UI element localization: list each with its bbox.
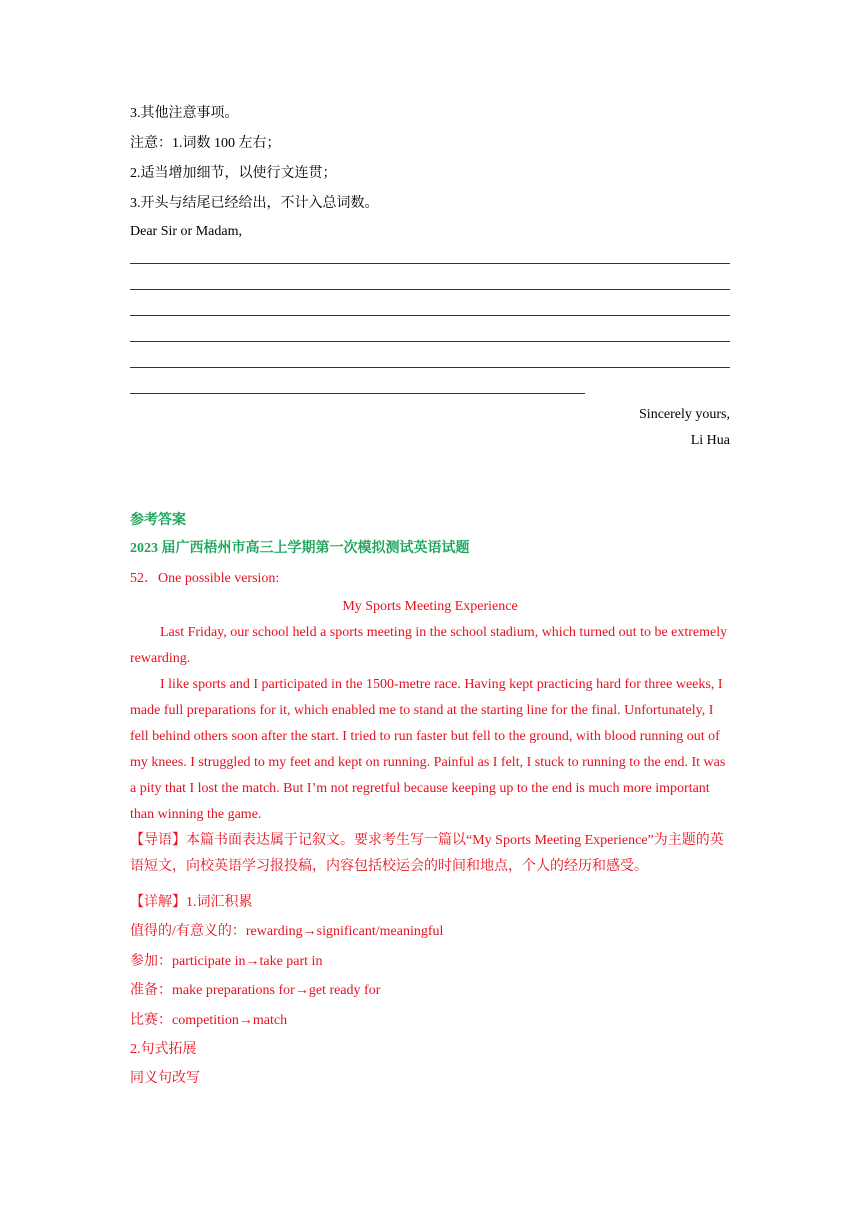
vocab-item: 准备：make preparations for→get ready for (130, 983, 381, 998)
essay-paragraph-1: Last Friday, our school held a sports meeting in the school stadium, which turned out to be extremely rewarding. (130, 625, 728, 666)
sentence-header: 2.句式拓展 (130, 1042, 197, 1057)
note-item-3: 3.其他注意事项。 (130, 106, 239, 121)
note-word-count: 注意：1.词数 100 左右； (130, 136, 281, 151)
writing-line (130, 289, 730, 290)
writing-line (130, 263, 730, 264)
letter-salutation: Dear Sir or Madam, (130, 224, 242, 239)
writing-line (130, 315, 730, 316)
writing-line (130, 393, 585, 394)
rewrite-header: 同义句改写 (130, 1071, 200, 1086)
analysis-guide: 【导语】本篇书面表达属于记叙文。要求考生写一篇以“My Sports Meeting Experience”为主题的英语短文，向校英语学习报投稿，内容包括校运会的时间和地点，个人的经历和感受。 (130, 833, 724, 874)
note-given-parts: 3.开头与结尾已经给出，不计入总词数。 (130, 196, 379, 211)
essay-paragraph-2: I like sports and I participated in the 1500-metre race. Having kept practicing hard for three weeks, I made full preparations for it, which enabled me to stand at the starting line for the final. Unfortunately, I fell behind others soon after the start. I tried to run faster but fell to the ground, with blood running out of my knees. I struggled to my feet and kept on running. Painful as I felt, I stuck to running to the end. It was a pity that I lost the match. But I’m not regretful because keeping up to the end is much more important than winning the game. (130, 677, 726, 822)
letter-signature: Li Hua (690, 433, 730, 448)
essay-title: My Sports Meeting Experience (342, 599, 518, 614)
exam-title: 2023 届广西梧州市高三上学期第一次模拟测试英语试题 (130, 541, 470, 556)
vocab-item: 参加：participate in→take part in (130, 954, 323, 969)
vocab-item: 值得的/有意义的：rewarding→significant/meaningful (130, 924, 444, 939)
note-add-details: 2.适当增加细节，以使行文连贯； (130, 166, 337, 181)
question-label: 52．One possible version: (130, 571, 280, 586)
writing-line (130, 367, 730, 368)
vocab-item: 比赛：competition→match (130, 1013, 288, 1028)
writing-line (130, 341, 730, 342)
detail-header: 【详解】1.词汇积累 (130, 895, 253, 910)
letter-closing: Sincerely yours, (639, 407, 730, 422)
answer-heading: 参考答案 (130, 513, 186, 528)
